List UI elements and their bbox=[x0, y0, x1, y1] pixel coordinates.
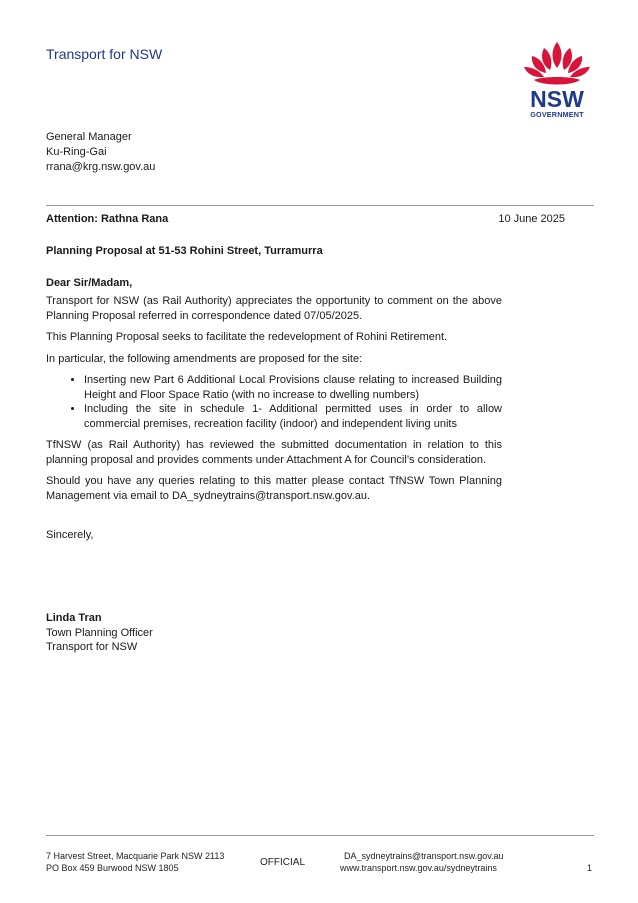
header-divider bbox=[46, 205, 594, 206]
paragraph: This Planning Proposal seeks to facilitate the redevelopment of Rohini Retirement. bbox=[46, 331, 448, 343]
signatory-title: Town Planning Officer bbox=[46, 626, 153, 639]
paragraph: Transport for NSW (as Rail Authority) appreciates the opportunity to comment on the above Planning Proposal referred in correspondence dated 07/05/2025. bbox=[46, 295, 502, 322]
subject-line: Planning Proposal at 51-53 Rohini Street, Turramurra bbox=[46, 245, 323, 257]
logo-wordmark: NSW bbox=[530, 86, 584, 112]
letter-body bbox=[46, 294, 502, 510]
recipient-line: Ku-Ring-Gai bbox=[46, 146, 107, 158]
salutation: Dear Sir/Madam, bbox=[46, 277, 133, 289]
nsw-government-logo bbox=[520, 40, 594, 119]
attention-line: Attention: Rathna Rana bbox=[46, 213, 169, 225]
closing: Sincerely, bbox=[46, 529, 94, 541]
paragraph: TfNSW (as Rail Authority) has reviewed the submitted documentation in relation to this planning proposal and provides comments under Attachment A for Council’s consideration. bbox=[46, 439, 502, 466]
recipient-line: General Manager bbox=[46, 131, 132, 143]
paragraph: In particular, the following amendments are proposed for the site: bbox=[46, 352, 363, 365]
signatory-org: Transport for NSW bbox=[46, 641, 138, 653]
classification-label: OFFICIAL bbox=[260, 857, 306, 868]
footer-website: www.transport.nsw.gov.au/sydneytrains bbox=[340, 863, 497, 873]
list-item: • Inserting new Part 6 Additional Local Provisions clause relating to increased Building Height and Floor Space Ratio (with no increase to dwelling numbers) bbox=[84, 373, 502, 402]
footer-divider bbox=[46, 835, 594, 836]
footer-email: DA_sydneytrains@transport.nsw.gov.au bbox=[344, 851, 504, 861]
logo-subtitle: GOVERNMENT bbox=[530, 110, 584, 119]
brand-title: Transport for NSW bbox=[46, 46, 163, 62]
footer-address-line: 7 Harvest Street, Macquarie Park NSW 2113 bbox=[46, 851, 225, 861]
list-item: • Including the site in schedule 1- Additional permitted uses in order to allow commercial premises, recreation facility (indoor) and independent living units bbox=[84, 402, 502, 431]
footer-address-line: PO Box 459 Burwood NSW 1805 bbox=[46, 863, 179, 873]
recipient-email: rrana@krg.nsw.gov.au bbox=[46, 161, 156, 173]
paragraph: Should you have any queries relating to this matter please contact TfNSW Town Planning Management via email to DA_sydneytrains@transport.nsw.gov.au. bbox=[46, 475, 502, 502]
recipient-address bbox=[46, 130, 155, 175]
amendment-list bbox=[46, 373, 502, 431]
signature-block bbox=[46, 611, 153, 655]
waratah-icon bbox=[520, 40, 594, 88]
letter-date: 10 June 2025 bbox=[498, 213, 565, 225]
page-number: 1 bbox=[587, 863, 593, 873]
footer-address bbox=[46, 850, 224, 874]
footer-contact bbox=[340, 850, 504, 874]
signatory-name: Linda Tran bbox=[46, 612, 102, 624]
